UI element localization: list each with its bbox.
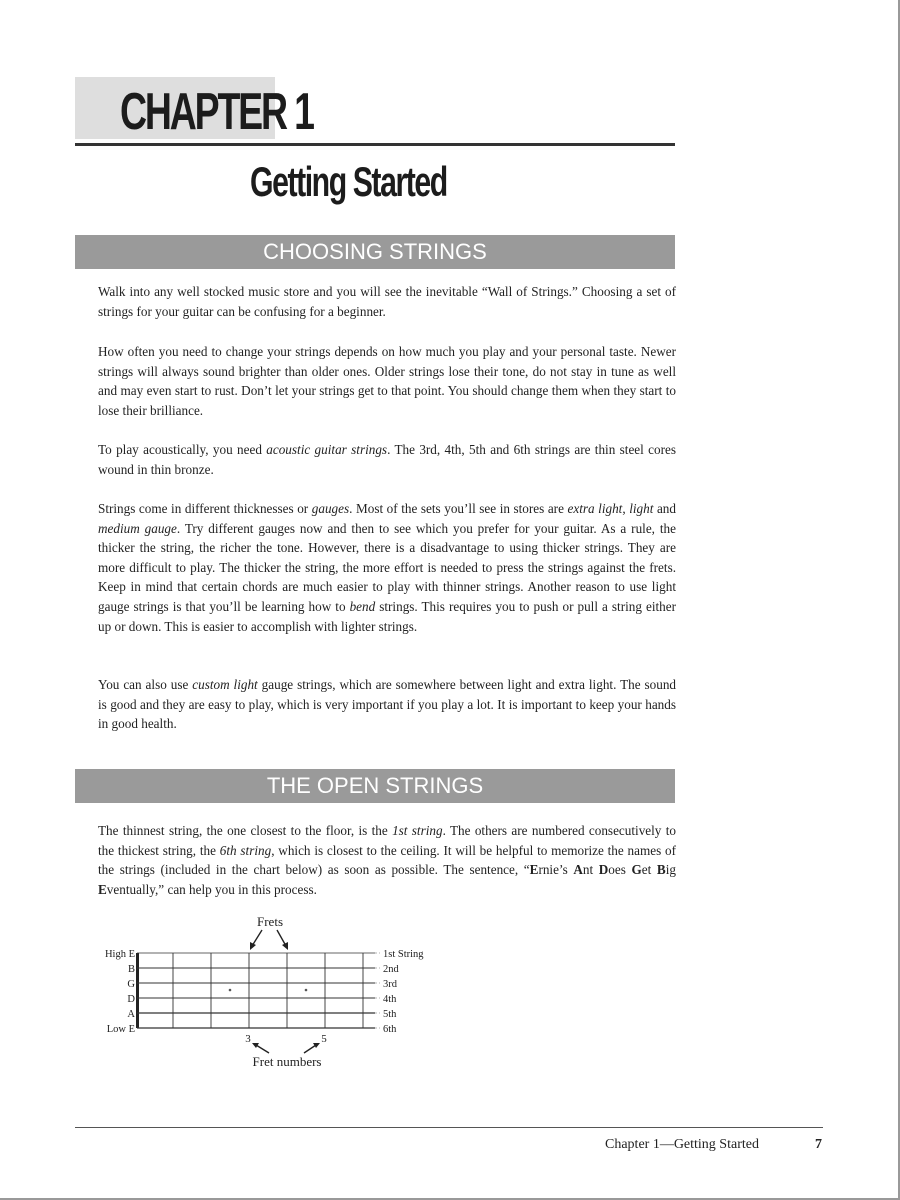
emphasis: light <box>629 501 654 516</box>
emphasis: 6th string <box>219 842 272 858</box>
left-string-label: G <box>127 979 135 990</box>
paragraph: How often you need to change your strings depends on how much you play and your personal taste. Newer strings will always sound brighter than older ones. Older strings lose their tone, do not stay in tune as well and may even start to rust. Don’t let your strings get to that point. You should change them when they start to lose their brilliance. <box>98 344 676 418</box>
paragraph-text: . Try different gauges now and then to see which you prefer for your guitar. As a rule, the thicker the string, the richer the tone. However, there is a disadvantage to using thicker strings. They are more difficult to play. The thicker the string, the more effort is needed to press the strings against the frets. Keep in mind that certain chords are much easier to play with thinner strings. Another reason to use light gauge strings is that you’ll be learning how to <box>98 520 676 614</box>
emphasis: gauges <box>311 501 350 516</box>
fret-number: 5 <box>321 1033 327 1045</box>
mnemonic-letter: D <box>598 862 609 878</box>
fret-dot <box>305 989 308 992</box>
paragraph <box>98 440 676 479</box>
left-string-label: High E <box>104 949 135 960</box>
frets-label: Frets <box>257 914 283 929</box>
paragraph-text: . The 3rd, 4th, 5th and 6th strings are thin steel cores wound in thin bronze. <box>98 442 676 477</box>
paragraph-text: , <box>622 501 630 516</box>
right-string-label: 2nd <box>383 964 399 975</box>
paragraph-text: . Most of the sets you’ll see in stores are <box>349 501 568 516</box>
footer-rule <box>75 1127 823 1128</box>
section-heading-open-strings: THE OPEN STRINGS <box>75 769 675 803</box>
paragraph <box>98 675 676 734</box>
paragraph: Walk into any well stocked music store and you will see the inevitable “Wall of Strings.” Choosing a set of strings for your guitar can be confusing for a beginner. <box>98 284 676 319</box>
nut <box>136 953 139 1028</box>
paragraph-text: To play acoustically, you need <box>98 442 267 457</box>
paragraph-text: ig <box>665 862 676 878</box>
right-string-label: 4th <box>383 994 397 1005</box>
fretboard-diagram <box>90 910 450 1075</box>
page-number: 7 <box>815 1137 822 1152</box>
paragraph-text: ventually,” can help you in this process. <box>106 881 317 897</box>
mnemonic-letter: E <box>98 881 107 897</box>
chapter-rule <box>75 143 675 146</box>
frets-arrow <box>252 930 262 946</box>
fret-number-arrow <box>304 1045 316 1053</box>
right-string-label: 6th <box>383 1024 397 1035</box>
paragraph-text: rnie’s <box>538 862 574 878</box>
paragraph-text: nt <box>582 862 599 878</box>
paragraph-text: and <box>653 501 676 516</box>
fret-number: 3 <box>245 1033 251 1045</box>
emphasis: 1st string <box>392 823 443 838</box>
paragraph <box>98 499 676 636</box>
emphasis: custom light <box>192 677 258 692</box>
fret-number-arrow <box>256 1045 269 1053</box>
left-string-label: D <box>127 994 135 1005</box>
paragraph-text: oes <box>608 862 632 878</box>
paragraph-text: The thinnest string, the one closest to the floor, is the <box>98 823 393 838</box>
emphasis: medium gauge <box>98 520 177 536</box>
paragraph-text: , which is closest to the ceiling. It will be helpful to memorize the names of the strings (included in the chart below) as soon as possible. The sentence, “ <box>98 842 677 878</box>
mnemonic-letter: A <box>573 862 583 878</box>
left-string-label: B <box>127 964 135 975</box>
mnemonic-letter: B <box>656 862 666 878</box>
emphasis: extra light <box>567 501 623 516</box>
paragraph-text: Strings come in different thicknesses or <box>98 501 312 516</box>
paragraph-text: . The others are numbered consecutively to the thickest string, the <box>98 823 676 858</box>
right-string-label: 1st String <box>383 949 424 960</box>
paragraph <box>98 821 676 899</box>
chapter-subtitle: Getting Started <box>250 158 447 205</box>
paragraph-text: et <box>641 862 657 878</box>
section-heading-choosing-strings: CHOOSING STRINGS <box>75 235 675 269</box>
paragraph-text: strings. This requires you to push or pull a string either up or down. This is easier to accomplish with lighter strings. <box>98 598 676 634</box>
right-string-label: 5th <box>383 1009 397 1020</box>
fret-numbers-label: Fret numbers <box>252 1054 322 1069</box>
left-string-label: A <box>127 1009 135 1020</box>
mnemonic-letter: G <box>631 862 642 878</box>
chapter-title: CHAPTER 1 <box>120 83 313 141</box>
emphasis: acoustic guitar strings <box>266 442 388 457</box>
right-string-label: 3rd <box>383 979 397 990</box>
frets-arrow <box>277 930 286 946</box>
paragraph-text: gauge strings, which are somewhere between light and extra light. The sound is good and they are easy to play, which is very important if you play a lot. It is important to keep your hands in good health. <box>98 677 677 732</box>
fret-dot <box>229 989 232 992</box>
left-string-label: Low E <box>106 1024 135 1035</box>
footer-chapter-title: Chapter 1—Getting Started <box>605 1137 759 1152</box>
paragraph-text: You can also use <box>98 677 193 692</box>
emphasis: bend <box>349 598 376 614</box>
mnemonic-letter: E <box>529 862 539 878</box>
